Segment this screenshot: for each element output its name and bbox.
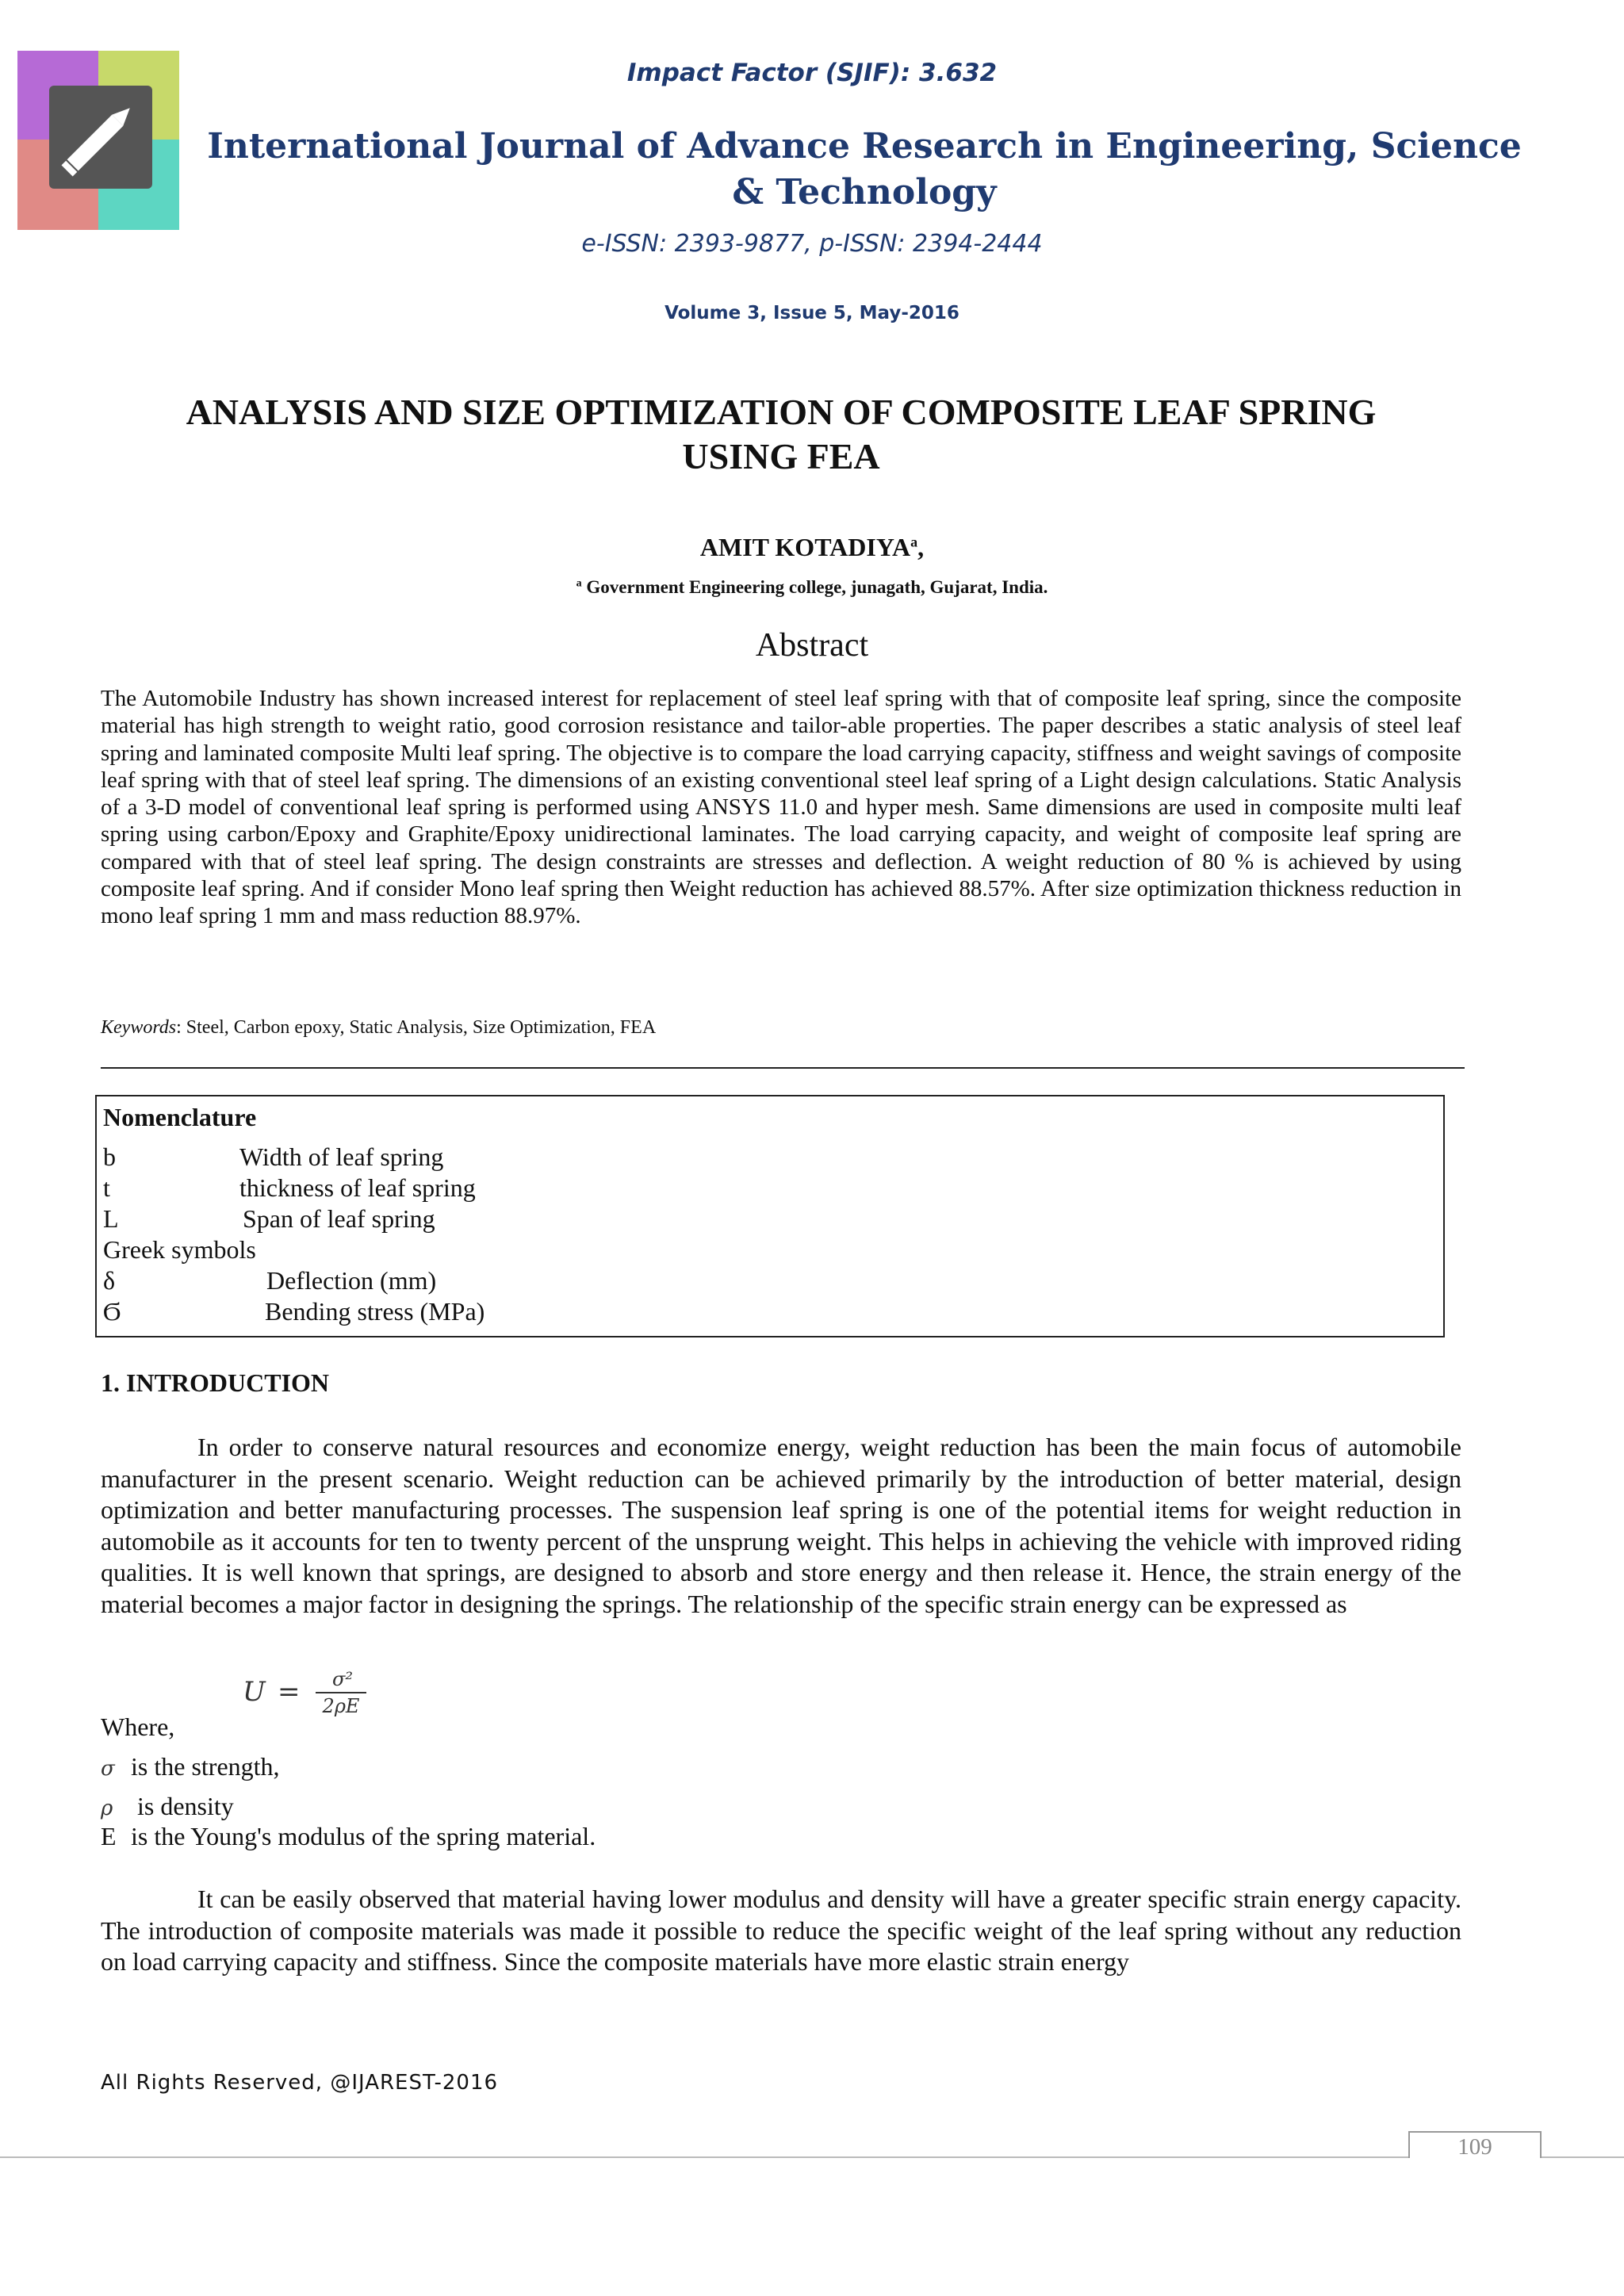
rho-text: is density bbox=[137, 1792, 234, 1820]
author-name: AMIT KOTADIYA bbox=[699, 533, 911, 561]
nomenclature-symbol: δ bbox=[103, 1266, 116, 1295]
paper-title-line-1: ANALYSIS AND SIZE OPTIMIZATION OF COMPOSITE LEAF SPRING bbox=[186, 392, 1377, 432]
sigma-text: is the strength, bbox=[131, 1752, 280, 1781]
author-sup: a bbox=[910, 534, 918, 550]
affiliation bbox=[0, 577, 1624, 598]
sigma-definition bbox=[101, 1752, 280, 1781]
nomenclature-description: Bending stress (MPa) bbox=[265, 1297, 485, 1326]
equation-fraction-bar bbox=[316, 1692, 366, 1693]
paper-title bbox=[95, 390, 1467, 479]
nomenclature-description: Width of leaf spring bbox=[239, 1142, 444, 1171]
e-definition bbox=[101, 1822, 596, 1851]
page-number: 109 bbox=[1408, 2131, 1542, 2158]
issn: e-ISSN: 2393-9877, p-ISSN: 2394-2444 bbox=[581, 230, 1043, 258]
equation-lhs: U bbox=[243, 1676, 266, 1708]
abstract-heading: Abstract bbox=[755, 627, 869, 664]
keywords-label: Keywords bbox=[101, 1017, 177, 1038]
section-divider bbox=[101, 1067, 1465, 1069]
keywords-text: : Steel, Carbon epoxy, Static Analysis, Size Optimization, FEA bbox=[176, 1017, 657, 1038]
nomenclature-symbol: t bbox=[103, 1173, 110, 1202]
e-text: is the Young's modulus of the spring material. bbox=[131, 1822, 596, 1850]
nomenclature-description: Span of leaf spring bbox=[243, 1204, 435, 1233]
paper-title-line-2: USING FEA bbox=[682, 436, 880, 476]
affiliation-sup: a bbox=[576, 577, 582, 590]
where-label: Where, bbox=[101, 1712, 175, 1741]
nomenclature-description: Deflection (mm) bbox=[266, 1266, 437, 1295]
nomenclature-title: Nomenclature bbox=[103, 1103, 257, 1131]
nomenclature-symbol: L bbox=[103, 1204, 119, 1233]
journal-title: International Journal of Advance Research in Engineering, Science & Technology bbox=[207, 126, 1522, 212]
introduction-paragraph-1: In order to conserve natural resources and economize energy, weight reduction has been the main focus of automobile manufacturer in the present scenario. Weight reduction can be achieved primarily by the introduction of better material, design optimization and better manufacturing processes. The suspension leaf spring is one of the potential items for weight reduction in automobile as it accounts for ten to twenty percent of the unsprung weight. This helps in achieving the vehicle with improved riding qualities. It is well known that springs, are designed to absorb and store energy and then release it. Hence, the strain energy of the material becomes a major factor in designing the springs. The relationship of the specific strain energy can be expressed as bbox=[101, 1433, 1461, 1618]
rho-symbol: ρ bbox=[101, 1797, 113, 1820]
copyright-footer: All Rights Reserved, @IJAREST-2016 bbox=[101, 2071, 499, 2095]
affiliation-text: Government Engineering college, junagath, Gujarat, India. bbox=[586, 577, 1048, 597]
abstract-text: The Automobile Industry has shown increased interest for replacement of steel leaf spring with that of composite leaf spring, since the composite material has high strength to weight ratio, good corrosion resistance and tailor-able properties. The paper describes a static analysis of steel leaf spring and laminated composite Multi leaf spring. The objective is to compare the load carrying capacity, stiffness and weight savings of composite leaf spring with that of steel leaf spring. The dimensions of an existing conventional steel leaf spring of a Light design calculations. Static Analysis of a 3-D model of conventional leaf spring is performed using ANSYS 11.0 and hyper mesh. Same dimensions are used in composite multi leaf spring using carbon/Epoxy and Graphite/Epoxy unidirectional laminates. The load carrying capacity, and weight of composite leaf spring are compared with that of steel leaf spring. The design constraints are stresses and deflection. A weight reduction of 80 % is achieved by using composite leaf spring. And if consider Mono leaf spring then Weight reduction has achieved 88.57%. After size optimization thickness reduction in mono leaf spring 1 mm and mass reduction 88.97%. bbox=[101, 686, 1461, 929]
introduction-paragraph-2: It can be easily observed that material having lower modulus and density will have a greater specific strain energy capacity. The introduction of composite materials was made it possible to reduce the specific weight of the leaf spring without any reduction on load carrying capacity and stiffness. Since the composite materials have more elastic strain energy bbox=[101, 1885, 1461, 1976]
volume-issue: Volume 3, Issue 5, May-2016 bbox=[665, 303, 959, 323]
equation-denominator: 2ρE bbox=[322, 1695, 360, 1717]
nomenclature-group-label: Greek symbols bbox=[103, 1235, 256, 1264]
sigma-symbol: σ bbox=[101, 1757, 115, 1781]
author bbox=[0, 533, 1624, 562]
keywords bbox=[101, 1017, 1461, 1039]
footer-rule bbox=[0, 2156, 1624, 2158]
nomenclature-box bbox=[95, 1095, 1445, 1337]
introduction-heading: 1. INTRODUCTION bbox=[101, 1368, 330, 1397]
author-suffix: , bbox=[917, 533, 925, 561]
equation-numerator: σ² bbox=[331, 1668, 353, 1690]
equation-equals: = bbox=[278, 1676, 301, 1708]
rho-definition bbox=[101, 1792, 234, 1821]
nomenclature-description: thickness of leaf spring bbox=[239, 1173, 476, 1202]
nomenclature-symbol: Ϭ bbox=[103, 1297, 121, 1326]
e-symbol: E bbox=[101, 1822, 117, 1850]
nomenclature-symbol: b bbox=[103, 1142, 116, 1171]
impact-factor: Impact Factor (SJIF): 3.632 bbox=[626, 59, 998, 87]
